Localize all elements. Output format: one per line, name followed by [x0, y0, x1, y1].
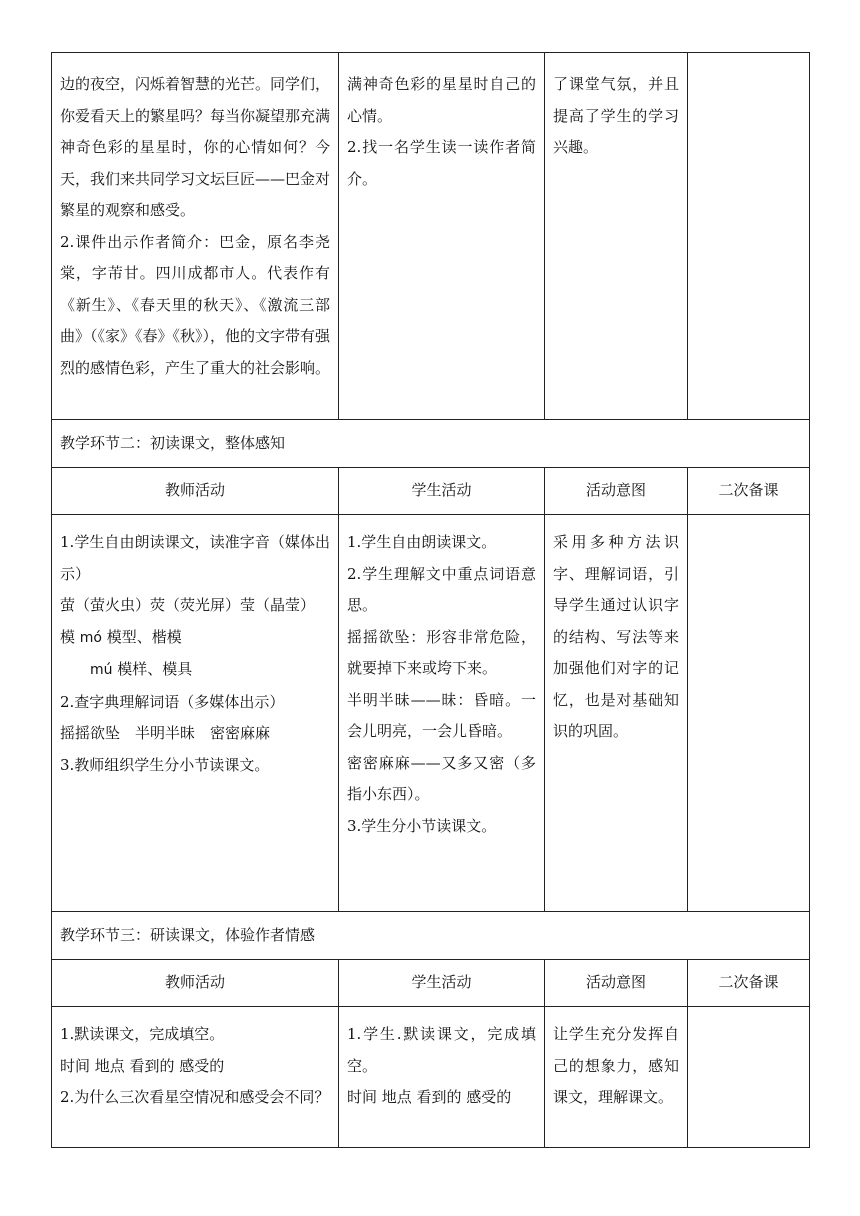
- teacher-activity-cell: [52, 1007, 339, 1148]
- vocabulary-definition: 摇摇欲坠：形容非常危险，就要掉下来或垮下来。: [347, 627, 536, 677]
- teacher-activity-cell: [52, 515, 339, 912]
- content-row: [52, 515, 810, 912]
- author-introduction-text: 2.课件出示作者简介：巴金，原名李尧棠，字芾甘。四川成都市人。代表作有《新生》、《春天里的秋天》、《激流三部曲》（《家》《春》《秋》），他的文字带有强烈的感情色彩，产生了重大的社会影响。: [60, 232, 331, 377]
- lesson-plan-table: [51, 52, 810, 1148]
- header-teacher-activity: 教师活动: [52, 468, 339, 515]
- header-activity-intent: 活动意图: [545, 960, 688, 1007]
- header-teacher-activity: 教师活动: [52, 960, 339, 1007]
- activity-intent-cell: [545, 515, 688, 912]
- fill-blank-headings: 时间 地点 看到的 感受的: [60, 1056, 225, 1075]
- teacher-step: 1.学生自由朗读课文，读准字音（媒体出示）: [60, 533, 330, 583]
- header-second-preparation: 二次备课: [688, 468, 810, 515]
- column-header-row: [52, 960, 810, 1007]
- student-activity-text: 2.找一名学生读一读作者简介。: [347, 138, 536, 188]
- student-step: 1.学生.默读课文，完成填空。: [347, 1025, 536, 1075]
- student-activity-text: 满神奇色彩的星星时自己的心情。: [347, 75, 536, 125]
- activity-intent-text: 让学生充分发挥自己的想象力，感知课文，理解课文。: [553, 1025, 679, 1106]
- vocabulary-list: 摇摇欲坠 半明半昧 密密麻麻: [60, 724, 271, 742]
- teacher-activity-intro-text: 边的夜空，闪烁着智慧的光芒。同学们，你爱看天上的繁星吗？每当你凝望那充满神奇色彩的星星时，你的心情如何？今天，我们来共同学习文坛巨匠——巴金对繁星的观察和感受。: [60, 75, 331, 219]
- pronunciation-line: 模 mó 模型、楷模: [60, 627, 182, 646]
- header-student-activity: 学生活动: [339, 960, 545, 1007]
- vocabulary-definition: 半明半昧——昧：昏暗。一会儿明亮，一会儿昏暗。: [347, 690, 536, 740]
- activity-intent-cell: [545, 53, 688, 420]
- teacher-activity-cell: [52, 53, 339, 420]
- student-activity-cell: [339, 515, 545, 912]
- second-preparation-cell: [688, 515, 810, 912]
- teacher-step: 2.查字典理解词语（多媒体出示）: [60, 692, 285, 711]
- header-student-activity: 学生活动: [339, 468, 545, 515]
- teacher-step: 萤（萤火虫）荧（荧光屏）莹（晶莹）: [60, 596, 316, 614]
- content-row: [52, 1007, 810, 1148]
- pronunciation-line: mú 模样、模具: [90, 660, 193, 678]
- teacher-step: 2.为什么三次看星空情况和感受会不同？: [60, 1088, 330, 1106]
- vocabulary-definition: 密密麻麻——又多又密（多指小东西）。: [347, 753, 536, 803]
- column-header-row: [52, 468, 810, 515]
- section-title-row: [52, 420, 810, 468]
- teacher-step: 1.默读课文，完成填空。: [60, 1025, 225, 1043]
- pinyin: mú: [90, 662, 113, 678]
- continuation-row: [52, 53, 810, 420]
- activity-intent-text: 了课堂气氛，并且提高了学生的学习兴趣。: [553, 75, 679, 156]
- student-step: 3.学生分小节读课文。: [347, 816, 497, 835]
- second-preparation-cell: [688, 1007, 810, 1148]
- student-activity-cell: [339, 53, 545, 420]
- header-second-preparation: 二次备课: [688, 960, 810, 1007]
- activity-intent-cell: [545, 1007, 688, 1148]
- section-title-row: [52, 912, 810, 960]
- header-activity-intent: 活动意图: [545, 468, 688, 515]
- student-step: 2.学生理解文中重点词语意思。: [347, 564, 536, 614]
- pinyin: mó: [79, 629, 102, 646]
- section-title: 教学环节二：初读课文，整体感知: [52, 420, 810, 468]
- fill-blank-headings: 时间 地点 看到的 感受的: [347, 1088, 512, 1106]
- second-preparation-cell: [688, 53, 810, 420]
- student-step: 1.学生自由朗读课文。: [347, 533, 497, 551]
- section-title: 教学环节三：研读课文，体验作者情感: [52, 912, 810, 960]
- student-activity-cell: [339, 1007, 545, 1148]
- teacher-step: 3.教师组织学生分小节读课文。: [60, 755, 270, 774]
- activity-intent-text: 采用多种方法识字、理解词语，引导学生通过认识字的结构、写法等来加强他们对字的记忆，也是对基础知识的巩固。: [553, 533, 679, 740]
